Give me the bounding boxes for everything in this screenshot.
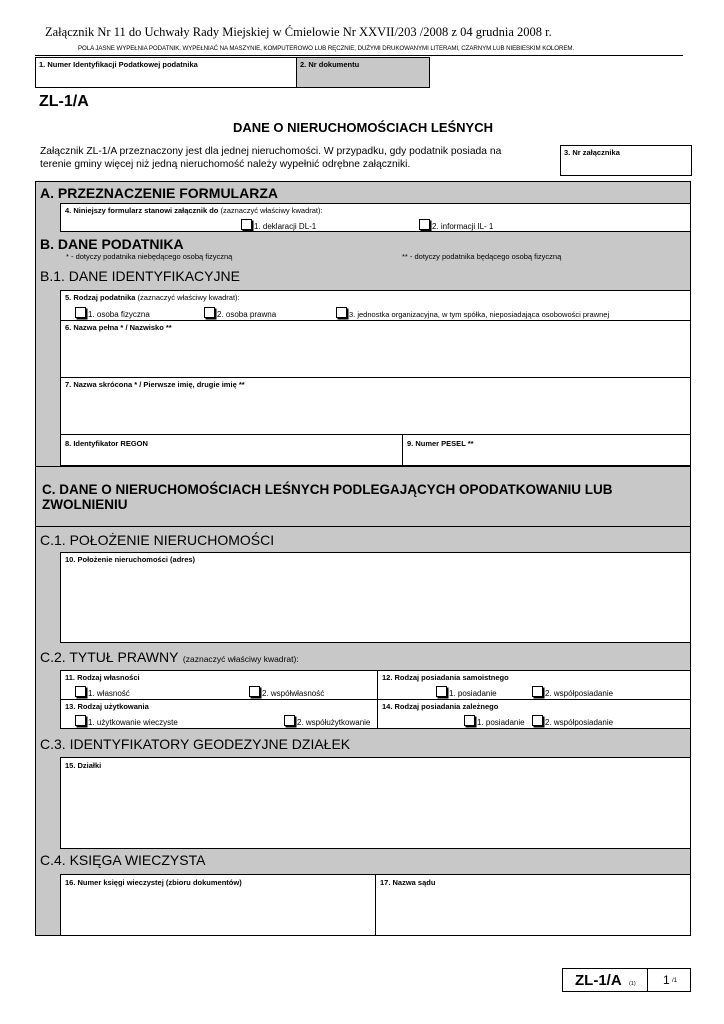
field-13 — [60, 699, 378, 729]
nip-label: 1. Numer Identyfikacji Podatkowej podatnika — [39, 60, 198, 69]
field-11 — [60, 670, 378, 700]
field-5-label-row — [65, 293, 240, 302]
field-8-regon[interactable] — [60, 434, 403, 466]
intro-line-2: terenie gminy więcej niż jedną nieruchomość należy wypełnić odrębne załączniki. — [40, 159, 411, 170]
field-4-hint: (zaznaczyć właściwy kwadrat): — [220, 206, 323, 215]
field-4 — [60, 203, 691, 232]
checkbox-icon[interactable] — [419, 219, 430, 230]
attachment-number-field[interactable] — [560, 145, 692, 176]
field-14-label: 14. Rodzaj posiadania zależnego — [382, 702, 499, 711]
footer-page-number — [647, 968, 691, 992]
option-independent-possession-label: 1. posiadanie — [449, 689, 497, 698]
nip-field[interactable] — [35, 57, 297, 88]
option-legal-person[interactable] — [204, 307, 276, 319]
field-10-location[interactable] — [60, 552, 691, 643]
checkbox-icon[interactable] — [75, 307, 86, 318]
field-5 — [60, 290, 691, 321]
option-co-usufruct-label: 2. współużytkowanie — [297, 718, 371, 727]
option-legal-person-label: 2. osoba prawna — [217, 310, 277, 319]
header-divider — [35, 55, 683, 56]
document-number-label: 2. Nr dokumentu — [300, 60, 360, 69]
section-c-divider — [35, 466, 691, 467]
option-organizational-unit-label: 3. jednostka organizacyjna, w tym spółka, nieposiadająca osobowości prawnej — [349, 310, 610, 319]
attachment-line: Załącznik Nr 11 do Uchwały Rady Miejskiej w Ćmielowie Nr XXVII/203 /2008 z 04 grudnia 2008 r. — [45, 25, 552, 39]
option-co-usufruct[interactable] — [284, 715, 370, 727]
checkbox-icon[interactable] — [284, 715, 295, 726]
field-14 — [377, 699, 691, 729]
option-independent-possession[interactable] — [436, 686, 497, 698]
option-ownership[interactable] — [75, 686, 130, 698]
form-title: DANE O NIERUCHOMOŚCIACH LEŚNYCH — [232, 120, 493, 135]
field-4-label-row — [65, 206, 323, 215]
field-6-label: 6. Nazwa pełna * / Nazwisko ** — [65, 323, 172, 332]
checkbox-icon[interactable] — [204, 307, 215, 318]
footer-code: ZL-1/A — [575, 972, 622, 989]
option-information-il1[interactable] — [419, 219, 493, 231]
option-declaration-dl1[interactable] — [241, 219, 316, 231]
fill-instructions: POLA JASNE WYPEŁNIA PODATNIK. WYPEŁNIAĆ NA MASZYNIE, KOMPUTEROWO LUB RĘCZNIE, DUŻYMI DRUKOWANYMI LITERAMI, CZARNYM LUB NIEBIESKIM KOLOREM. — [78, 45, 575, 52]
checkbox-icon[interactable] — [436, 686, 447, 697]
section-c3-title: C.3. IDENTYFIKATORY GEODEZYJNE DZIAŁEK — [40, 736, 351, 752]
document-number-field — [296, 57, 430, 88]
option-dependent-possession-label: 1. posiadanie — [477, 718, 525, 727]
attachment-number-label: 3. Nr załącznika — [564, 148, 620, 157]
field-6-full-name[interactable] — [60, 320, 691, 378]
section-b1-title: B.1. DANE IDENTYFIKACYJNE — [40, 268, 240, 284]
section-c-title: C. DANE O NIERUCHOMOŚCIACH LEŚNYCH PODLEGAJĄCYCH OPODATKOWANIU LUB ZWOLNIENIU — [42, 482, 613, 512]
option-declaration-dl1-label: 1. deklaracji DL-1 — [254, 222, 317, 231]
option-perpetual-usufruct[interactable] — [75, 715, 178, 727]
form-code: ZL-1/A — [39, 93, 89, 110]
checkbox-icon[interactable] — [241, 219, 252, 230]
section-a-title: A. PRZEZNACZENIE FORMULARZA — [40, 185, 278, 201]
option-dependent-co-possession-label: 2. współposiadanie — [545, 718, 614, 727]
intro-line-1: Załącznik ZL-1/A przeznaczony jest dla jednej nieruchomości. W przypadku, gdy podatnik posiada na — [40, 146, 502, 157]
field-7-short-name[interactable] — [60, 377, 691, 435]
section-c-title-divider — [35, 526, 691, 527]
option-independent-co-possession[interactable] — [532, 686, 613, 698]
section-c2-hint: (zaznaczyć właściwy kwadrat): — [182, 654, 299, 664]
field-15-label: 15. Działki — [65, 761, 102, 770]
option-organizational-unit[interactable] — [336, 307, 609, 319]
field-13-label: 13. Rodzaj użytkowania — [65, 702, 149, 711]
option-natural-person[interactable] — [75, 307, 150, 319]
field-15-plots[interactable] — [60, 757, 691, 849]
section-c1-title: C.1. POŁOŻENIE NIERUCHOMOŚCI — [40, 532, 275, 548]
field-11-label: 11. Rodzaj własności — [65, 673, 140, 682]
option-natural-person-label: 1. osoba fizyczna — [88, 310, 150, 319]
option-independent-co-possession-label: 2. współposiadanie — [545, 689, 614, 698]
field-8-label: 8. Identyfikator REGON — [65, 439, 148, 448]
footer-form-code — [562, 968, 648, 992]
checkbox-icon[interactable] — [75, 715, 86, 726]
footer-page: 1 — [663, 973, 670, 987]
checkbox-icon[interactable] — [464, 715, 475, 726]
section-b-title: B. DANE PODATNIKA — [40, 236, 184, 252]
field-17-court-name[interactable] — [375, 874, 691, 936]
checkbox-icon[interactable] — [532, 686, 543, 697]
checkbox-icon[interactable] — [336, 307, 347, 318]
field-7-label: 7. Nazwa skrócona * / Pierwsze imię, drugie imię ** — [65, 380, 245, 389]
note-non-natural-person: * - dotyczy podatnika niebędącego osobą fizyczną — [66, 252, 233, 261]
field-5-hint: (zaznaczyć właściwy kwadrat): — [137, 293, 240, 302]
checkbox-icon[interactable] — [249, 686, 260, 697]
option-information-il1-label: 2. informacji IL- 1 — [432, 222, 494, 231]
section-c4-title: C.4. KSIĘGA WIECZYSTA — [40, 852, 206, 868]
option-co-ownership[interactable] — [249, 686, 324, 698]
field-10-label: 10. Położenie nieruchomości (adres) — [65, 555, 196, 564]
option-co-ownership-label: 2. współwłasność — [262, 689, 325, 698]
option-dependent-co-possession[interactable] — [532, 715, 613, 727]
field-4-label: 4. Niniejszy formularz stanowi załącznik do — [65, 206, 219, 215]
option-ownership-label: 1. własność — [88, 689, 130, 698]
field-9-pesel[interactable] — [402, 434, 691, 466]
footer-code-sub: (1) — [629, 981, 636, 987]
option-perpetual-usufruct-label: 1. użytkowanie wieczyste — [88, 718, 178, 727]
checkbox-icon[interactable] — [532, 715, 543, 726]
field-12 — [377, 670, 691, 700]
option-dependent-possession[interactable] — [464, 715, 525, 727]
field-5-label: 5. Rodzaj podatnika — [65, 293, 136, 302]
footer-page-sub: /1 — [672, 978, 678, 984]
checkbox-icon[interactable] — [75, 686, 86, 697]
field-16-label: 16. Numer księgi wieczystej (zbioru dokumentów) — [65, 878, 242, 887]
note-natural-person: ** - dotyczy podatnika będącego osobą fizyczną — [402, 252, 562, 261]
section-c2-header — [40, 649, 299, 667]
field-17-label: 17. Nazwa sądu — [380, 878, 436, 887]
field-12-label: 12. Rodzaj posiadania samoistnego — [382, 673, 509, 682]
section-c2-title: C.2. TYTUŁ PRAWNY — [40, 649, 179, 665]
field-9-label: 9. Numer PESEL ** — [407, 439, 474, 448]
field-16-land-register[interactable] — [60, 874, 376, 936]
